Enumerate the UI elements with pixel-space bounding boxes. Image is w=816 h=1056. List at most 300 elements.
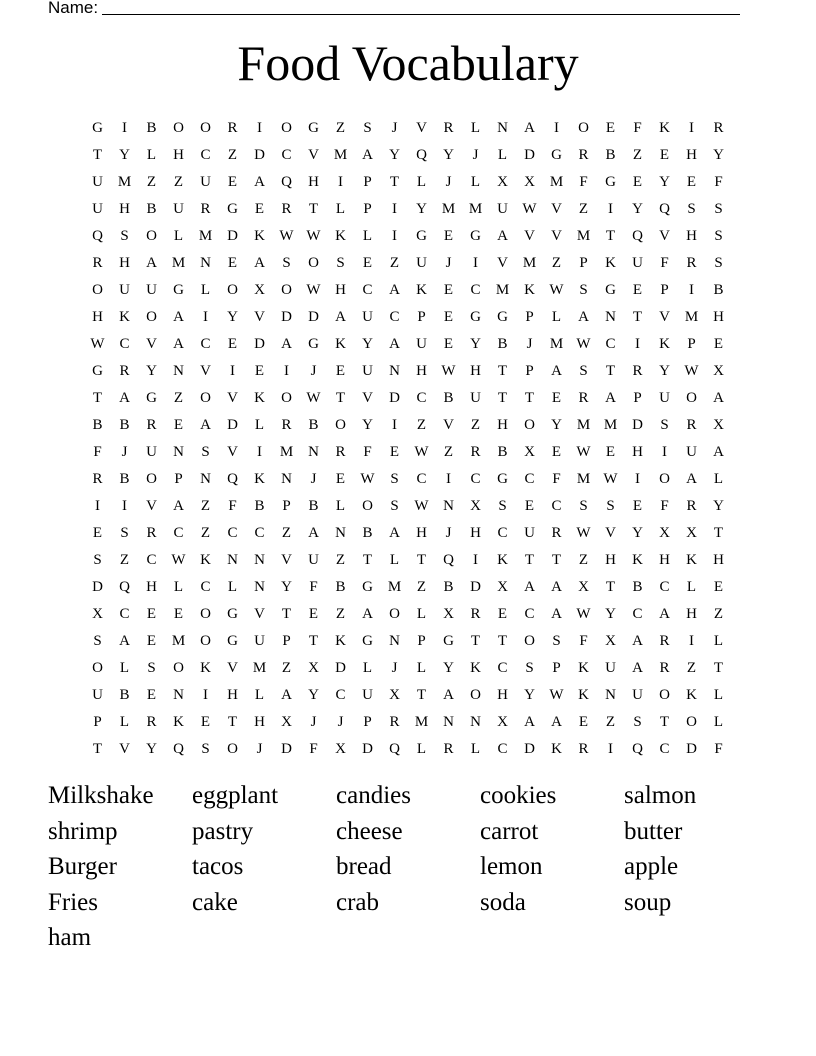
grid-letter: Y <box>524 686 535 703</box>
grid-letter: P <box>660 281 669 298</box>
grid-letter: W <box>90 335 105 352</box>
grid-letter: U <box>254 632 265 649</box>
grid-letter: K <box>659 119 670 136</box>
grid-letter: O <box>281 119 292 136</box>
grid-letter: D <box>524 740 535 757</box>
grid-letter: B <box>632 578 643 595</box>
grid-letter: N <box>605 686 616 703</box>
grid-row <box>84 411 732 438</box>
grid-letter: O <box>335 416 346 433</box>
grid-letter: Z <box>578 551 589 568</box>
grid-letter: J <box>310 470 317 487</box>
grid-letter: U <box>92 173 103 190</box>
grid-letter: Y <box>443 659 454 676</box>
grid-letter: I <box>689 632 694 649</box>
grid-letter: Z <box>551 254 562 271</box>
grid-letter: N <box>227 551 238 568</box>
grid-letter: N <box>200 470 211 487</box>
grid-letter: F <box>714 173 723 190</box>
grid-letter: T <box>497 389 508 406</box>
grid-letter: B <box>605 146 616 163</box>
grid-letter: I <box>338 173 343 190</box>
grid-letter: A <box>632 659 643 676</box>
grid-row <box>84 519 732 546</box>
grid-letter: W <box>576 524 591 541</box>
grid-letter: A <box>551 362 562 379</box>
grid-letter: T <box>416 551 427 568</box>
grid-letter: U <box>119 281 130 298</box>
grid-letter: X <box>497 173 508 190</box>
grid-letter: X <box>713 362 724 379</box>
grid-letter: Z <box>389 254 400 271</box>
grid-letter: E <box>227 173 238 190</box>
grid-letter: D <box>632 416 643 433</box>
word-list-item: shrimp <box>48 817 118 845</box>
grid-letter: Y <box>389 146 400 163</box>
grid-letter: H <box>632 443 643 460</box>
grid-letter: F <box>714 740 723 757</box>
grid-letter: A <box>173 497 184 514</box>
grid-letter: C <box>470 281 481 298</box>
grid-letter: Y <box>227 308 238 325</box>
grid-letter: O <box>524 632 535 649</box>
grid-letter: K <box>254 470 265 487</box>
grid-letter: V <box>281 551 292 568</box>
grid-letter: Y <box>632 524 643 541</box>
grid-letter: K <box>200 551 211 568</box>
grid-letter: G <box>92 119 103 136</box>
grid-letter: X <box>713 416 724 433</box>
grid-letter: E <box>524 497 535 514</box>
grid-letter: G <box>227 632 238 649</box>
grid-letter: B <box>443 389 454 406</box>
grid-letter: E <box>254 200 265 217</box>
grid-row <box>84 492 732 519</box>
grid-letter: A <box>659 605 670 622</box>
grid-letter: E <box>443 281 454 298</box>
grid-letter: A <box>443 686 454 703</box>
grid-letter: V <box>659 308 670 325</box>
grid-letter: V <box>227 389 238 406</box>
grid-letter: N <box>254 551 265 568</box>
grid-letter: R <box>632 362 643 379</box>
grid-letter: O <box>173 659 184 676</box>
grid-letter: D <box>308 308 319 325</box>
grid-letter: N <box>308 443 319 460</box>
grid-letter: A <box>551 713 562 730</box>
grid-letter: L <box>470 740 481 757</box>
grid-letter: F <box>579 173 588 190</box>
grid-letter: R <box>686 497 697 514</box>
grid-letter: O <box>227 281 238 298</box>
grid-letter: Y <box>605 605 616 622</box>
grid-letter: S <box>579 497 588 514</box>
grid-letter: E <box>227 254 238 271</box>
grid-letter: B <box>497 443 508 460</box>
grid-letter: B <box>308 497 319 514</box>
grid-letter: K <box>524 281 535 298</box>
grid-letter: E <box>443 335 454 352</box>
grid-letter: I <box>257 443 262 460</box>
grid-letter: R <box>470 443 481 460</box>
grid-letter: N <box>470 713 481 730</box>
grid-letter: L <box>713 713 724 730</box>
grid-letter: Z <box>470 416 481 433</box>
grid-letter: L <box>362 659 373 676</box>
grid-letter: G <box>227 605 238 622</box>
grid-letter: N <box>443 497 454 514</box>
grid-letter: I <box>122 497 127 514</box>
grid-letter: J <box>391 659 398 676</box>
grid-letter: A <box>119 389 130 406</box>
grid-row <box>84 708 732 735</box>
grid-letter: R <box>578 740 589 757</box>
grid-letter: S <box>687 200 696 217</box>
grid-letter: T <box>551 551 562 568</box>
grid-letter: M <box>198 227 213 244</box>
grid-letter: L <box>119 713 130 730</box>
grid-letter: I <box>446 470 451 487</box>
grid-letter: D <box>281 740 292 757</box>
grid-letter: Y <box>281 578 292 595</box>
grid-letter: X <box>524 173 535 190</box>
grid-letter: E <box>605 119 616 136</box>
grid-letter: V <box>524 227 535 244</box>
grid-letter: L <box>146 146 157 163</box>
grid-letter: X <box>686 524 697 541</box>
grid-letter: Z <box>335 605 346 622</box>
grid-letter: L <box>416 173 427 190</box>
grid-letter: R <box>578 146 589 163</box>
grid-letter: N <box>173 443 184 460</box>
grid-letter: X <box>308 659 319 676</box>
grid-letter: O <box>227 740 238 757</box>
grid-letter: Y <box>443 146 454 163</box>
grid-letter: E <box>632 281 643 298</box>
grid-letter: S <box>120 227 129 244</box>
grid-letter: F <box>660 254 669 271</box>
grid-letter: M <box>549 335 564 352</box>
word-list-item: lemon <box>480 853 543 880</box>
grid-letter: V <box>254 308 265 325</box>
grid-letter: G <box>362 632 373 649</box>
grid-letter: Z <box>632 146 643 163</box>
name-underline[interactable] <box>102 13 740 15</box>
grid-letter: C <box>659 578 670 595</box>
grid-letter: Q <box>632 227 643 244</box>
grid-letter: K <box>686 551 697 568</box>
grid-letter: V <box>416 119 427 136</box>
grid-letter: S <box>390 497 399 514</box>
grid-letter: E <box>173 416 184 433</box>
grid-letter: R <box>200 200 211 217</box>
grid-letter: T <box>92 146 103 163</box>
grid-letter: C <box>362 281 373 298</box>
grid-letter: R <box>686 416 697 433</box>
grid-letter: V <box>605 524 616 541</box>
grid-letter: V <box>551 227 562 244</box>
name-label: Name: <box>48 0 99 17</box>
grid-letter: H <box>686 605 697 622</box>
word-list-item: candies <box>336 782 411 809</box>
grid-letter: Q <box>389 740 400 757</box>
grid-letter: U <box>308 551 319 568</box>
grid-letter: C <box>254 524 265 541</box>
grid-letter: T <box>497 362 508 379</box>
grid-letter: D <box>470 578 481 595</box>
grid-letter: M <box>495 281 510 298</box>
grid-letter: H <box>497 686 508 703</box>
grid-letter: T <box>389 173 400 190</box>
grid-letter: P <box>417 632 426 649</box>
grid-letter: I <box>203 686 208 703</box>
grid-letter: T <box>470 632 481 649</box>
grid-letter: B <box>146 200 157 217</box>
grid-letter: U <box>524 524 535 541</box>
grid-letter: O <box>146 470 157 487</box>
grid-row <box>84 303 732 330</box>
grid-letter: M <box>441 200 456 217</box>
grid-letter: Z <box>578 200 589 217</box>
grid-letter: E <box>578 713 589 730</box>
grid-letter: E <box>497 605 508 622</box>
grid-row <box>84 330 732 357</box>
grid-letter: W <box>549 281 564 298</box>
grid-letter: L <box>200 281 211 298</box>
grid-letter: E <box>659 146 670 163</box>
grid-letter: N <box>335 524 346 541</box>
grid-letter: E <box>686 173 697 190</box>
grid-letter: Y <box>551 416 562 433</box>
grid-letter: K <box>254 389 265 406</box>
grid-letter: X <box>605 632 616 649</box>
grid-row <box>84 573 732 600</box>
grid-letter: K <box>470 659 481 676</box>
grid-letter: T <box>308 200 319 217</box>
grid-letter: T <box>416 686 427 703</box>
grid-letter: Y <box>470 335 481 352</box>
grid-letter: I <box>230 362 235 379</box>
grid-letter: H <box>119 254 130 271</box>
grid-letter: I <box>473 551 478 568</box>
grid-letter: F <box>579 632 588 649</box>
grid-letter: P <box>93 713 102 730</box>
grid-letter: A <box>524 119 535 136</box>
grid-letter: E <box>173 605 184 622</box>
page-title: Food Vocabulary <box>237 35 579 91</box>
grid-letter: A <box>632 632 643 649</box>
grid-letter: F <box>228 497 237 514</box>
grid-letter: W <box>279 227 294 244</box>
grid-letter: D <box>254 335 265 352</box>
grid-letter: M <box>549 173 564 190</box>
grid-letter: B <box>254 497 265 514</box>
grid-letter: Q <box>227 470 238 487</box>
grid-letter: E <box>362 254 373 271</box>
grid-letter: Z <box>605 713 616 730</box>
grid-letter: O <box>281 389 292 406</box>
grid-letter: M <box>387 578 402 595</box>
grid-letter: A <box>200 416 211 433</box>
grid-letter: M <box>171 254 186 271</box>
grid-letter: E <box>308 605 319 622</box>
grid-letter: I <box>392 416 397 433</box>
grid-letter: O <box>146 308 157 325</box>
grid-letter: N <box>173 686 184 703</box>
grid-letter: F <box>309 740 318 757</box>
grid-letter: O <box>389 605 400 622</box>
grid-letter: N <box>605 308 616 325</box>
grid-letter: C <box>281 146 292 163</box>
grid-letter: O <box>362 497 373 514</box>
grid-letter: S <box>390 470 399 487</box>
grid-letter: Z <box>173 389 184 406</box>
grid-letter: W <box>522 200 537 217</box>
word-list-item: carrot <box>480 817 539 845</box>
grid-letter: E <box>227 335 238 352</box>
grid-letter: C <box>551 497 562 514</box>
grid-letter: R <box>470 605 481 622</box>
grid-letter: Y <box>713 497 724 514</box>
grid-letter: C <box>119 335 130 352</box>
grid-letter: C <box>173 524 184 541</box>
grid-letter: K <box>497 551 508 568</box>
grid-letter: S <box>552 632 561 649</box>
grid-letter: D <box>281 308 292 325</box>
grid-letter: P <box>525 308 534 325</box>
grid-letter: X <box>389 686 400 703</box>
grid-letter: P <box>687 335 696 352</box>
grid-row <box>84 195 732 222</box>
grid-letter: U <box>92 686 103 703</box>
grid-letter: Y <box>308 686 319 703</box>
grid-letter: T <box>713 659 724 676</box>
grid-letter: E <box>443 227 454 244</box>
grid-letter: E <box>335 470 346 487</box>
grid-letter: I <box>662 443 667 460</box>
grid-letter: J <box>310 362 317 379</box>
grid-letter: K <box>200 659 211 676</box>
grid-letter: D <box>524 146 535 163</box>
grid-letter: S <box>714 254 723 271</box>
grid-letter: Q <box>281 173 292 190</box>
grid-letter: A <box>119 632 130 649</box>
grid-letter: A <box>389 281 400 298</box>
grid-letter: W <box>576 335 591 352</box>
grid-letter: C <box>416 389 427 406</box>
grid-letter: R <box>578 389 589 406</box>
grid-letter: L <box>362 227 373 244</box>
grid-letter: R <box>551 524 562 541</box>
grid-row <box>84 465 732 492</box>
grid-letter: T <box>713 524 724 541</box>
grid-letter: A <box>605 389 616 406</box>
grid-letter: V <box>200 362 211 379</box>
grid-letter: S <box>606 497 615 514</box>
grid-row <box>84 141 732 168</box>
grid-row <box>84 168 732 195</box>
grid-letter: H <box>119 200 130 217</box>
grid-letter: I <box>473 254 478 271</box>
grid-letter: K <box>578 686 589 703</box>
grid-letter: K <box>632 551 643 568</box>
grid-letter: J <box>121 443 128 460</box>
grid-letter: Q <box>416 146 427 163</box>
grid-letter: O <box>470 686 481 703</box>
grid-letter: H <box>173 146 184 163</box>
grid-letter: X <box>92 605 103 622</box>
grid-letter: R <box>659 659 670 676</box>
grid-letter: I <box>95 497 100 514</box>
grid-letter: V <box>119 740 130 757</box>
grid-letter: Z <box>335 119 346 136</box>
grid-letter: G <box>362 578 373 595</box>
grid-letter: H <box>470 362 481 379</box>
grid-letter: O <box>686 713 697 730</box>
grid-letter: C <box>146 551 157 568</box>
grid-letter: M <box>684 308 699 325</box>
grid-letter: A <box>173 308 184 325</box>
grid-letter: T <box>92 740 103 757</box>
grid-row <box>84 222 732 249</box>
word-list-item: cheese <box>336 817 403 845</box>
grid-letter: Z <box>281 524 292 541</box>
grid-letter: A <box>335 308 346 325</box>
grid-letter: G <box>308 335 319 352</box>
grid-letter: Z <box>416 416 427 433</box>
grid-letter: O <box>200 119 211 136</box>
grid-letter: R <box>146 713 157 730</box>
grid-letter: S <box>498 497 507 514</box>
grid-letter: Z <box>443 443 454 460</box>
grid-letter: J <box>391 119 398 136</box>
grid-row <box>84 735 732 762</box>
grid-letter: G <box>416 227 427 244</box>
grid-letter: H <box>713 308 724 325</box>
grid-letter: H <box>659 551 670 568</box>
grid-letter: H <box>146 578 157 595</box>
grid-letter: V <box>443 416 454 433</box>
grid-letter: B <box>119 416 130 433</box>
grid-letter: Q <box>443 551 454 568</box>
grid-letter: O <box>281 281 292 298</box>
grid-letter: A <box>389 335 400 352</box>
grid-letter: E <box>146 605 157 622</box>
grid-letter: C <box>470 470 481 487</box>
grid-letter: J <box>445 173 452 190</box>
grid-letter: F <box>93 443 102 460</box>
grid-letter: E <box>389 443 400 460</box>
grid-letter: U <box>416 335 427 352</box>
grid-letter: D <box>227 416 238 433</box>
grid-letter: U <box>632 686 643 703</box>
grid-letter: Z <box>713 605 724 622</box>
grid-letter: S <box>120 524 129 541</box>
grid-letter: C <box>524 470 535 487</box>
grid-letter: F <box>309 578 318 595</box>
grid-letter: I <box>635 335 640 352</box>
grid-letter: M <box>414 713 429 730</box>
grid-letter: I <box>689 119 694 136</box>
grid-letter: W <box>576 443 591 460</box>
grid-letter: L <box>686 578 697 595</box>
word-list-item: pastry <box>192 817 254 845</box>
grid-letter: X <box>497 578 508 595</box>
grid-letter: P <box>579 254 588 271</box>
word-list-item: Milkshake <box>48 782 154 809</box>
grid-letter: W <box>549 686 564 703</box>
grid-letter: C <box>497 659 508 676</box>
